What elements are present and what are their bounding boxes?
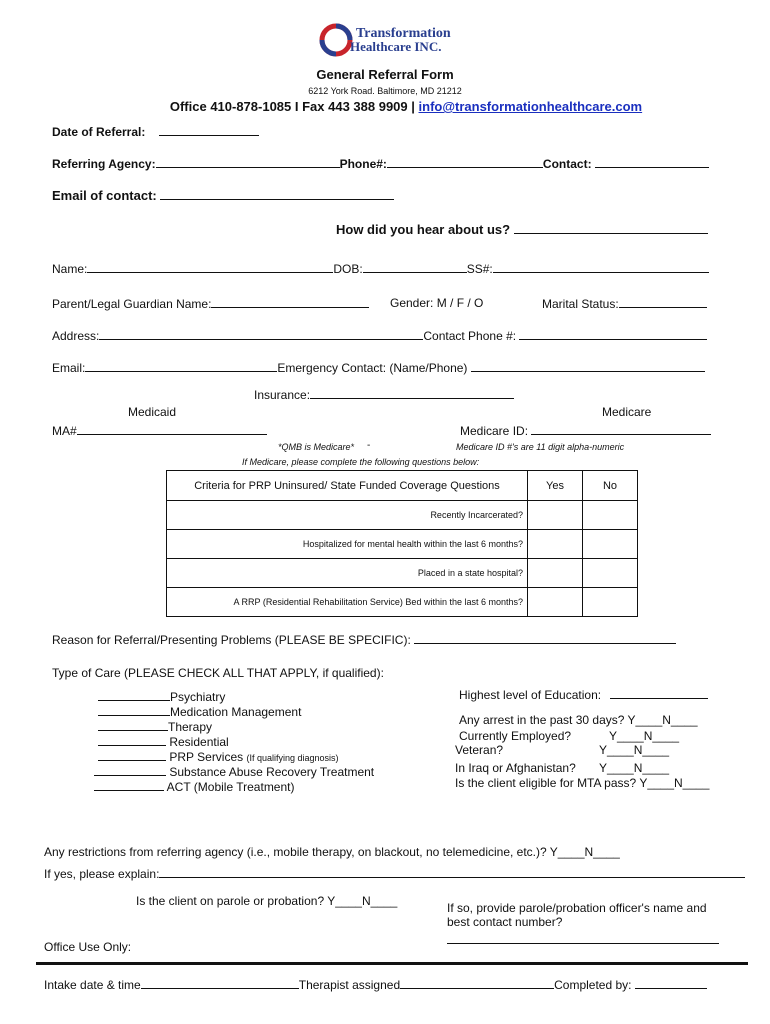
employed-yn[interactable]: Y____N____ (609, 729, 680, 743)
table-row (167, 530, 638, 559)
referring-agency-row (52, 156, 709, 171)
name-row (52, 261, 709, 276)
criteria-header-row (167, 471, 638, 501)
mta-question[interactable]: Is the client eligible for MTA pass? Y____N____ (455, 776, 710, 790)
email-field[interactable] (85, 360, 277, 372)
logo-line1: Transformation (356, 26, 451, 41)
phone-label: Phone#: (339, 157, 387, 171)
no-checkbox[interactable] (583, 530, 638, 559)
if-yes-field[interactable] (159, 866, 745, 878)
medicare-id-field[interactable] (531, 423, 711, 435)
therapist-field[interactable] (400, 977, 554, 989)
care-check-field[interactable] (98, 719, 168, 731)
care-check-field[interactable] (98, 749, 166, 761)
date-of-referral-field[interactable] (159, 124, 259, 136)
email-label: Email: (52, 361, 86, 375)
ma-label: MA# (52, 424, 77, 438)
no-header: No (583, 471, 638, 501)
reason-label: Reason for Referral/Presenting Problems (PLEASE BE SPECIFIC): (52, 633, 411, 647)
parole-officer-line1: If so, provide parole/probation officer's name and (447, 901, 707, 915)
email-row (52, 360, 705, 375)
yes-header: Yes (528, 471, 583, 501)
name-field[interactable] (87, 261, 333, 273)
parole-question[interactable]: Is the client on parole or probation? Y____N____ (136, 894, 398, 908)
gender-label[interactable]: Gender: M / F / O (390, 296, 484, 310)
care-item-substance (94, 764, 374, 779)
medicare-label: Medicare (602, 405, 652, 419)
name-label: Name: (52, 262, 88, 276)
contact-phone-label: Contact Phone #: (423, 329, 517, 343)
criteria-header: Criteria for PRP Uninsured/ State Funded Coverage Questions (167, 471, 528, 501)
completed-label: Completed by: (554, 978, 632, 992)
referring-agency-label: Referring Agency: (52, 157, 156, 171)
emergency-label: Emergency Contact: (Name/Phone) (277, 361, 468, 375)
employed-label: Currently Employed? (459, 729, 572, 743)
how-heard-field[interactable] (514, 222, 708, 234)
education-field[interactable] (610, 687, 708, 699)
ss-field[interactable] (493, 261, 709, 273)
qmb-dash: - (367, 440, 371, 451)
dob-label: DOB: (333, 262, 363, 276)
office-fax: Office 410-878-1085 I Fax 443 388 9909 | (169, 99, 419, 114)
guardian-row (52, 296, 369, 311)
medicare-id-note: Medicare ID #'s are 11 digit alpha-numeric (456, 442, 625, 452)
how-heard-label: How did you hear about us? (336, 222, 511, 237)
yes-checkbox[interactable] (528, 530, 583, 559)
guardian-field[interactable] (211, 296, 369, 308)
care-check-field[interactable] (98, 734, 166, 746)
email-of-contact-row (52, 188, 394, 203)
qmb-note: *QMB is Medicare* (278, 442, 355, 452)
no-checkbox[interactable] (583, 501, 638, 530)
care-item-label: Residential (169, 735, 229, 749)
no-checkbox[interactable] (583, 559, 638, 588)
address-label: Address: (52, 329, 100, 343)
address-field[interactable] (99, 328, 423, 340)
type-of-care-title: Type of Care (PLEASE CHECK ALL THAT APPLY, if qualified): (52, 666, 384, 680)
table-row (167, 559, 638, 588)
logo-line2: Healthcare INC. (350, 39, 442, 54)
header-address: 6212 York Road. Baltimore, MD 21212 (308, 86, 462, 96)
care-item-therapy (98, 719, 212, 734)
care-item-label: ACT (Mobile Treatment) (166, 780, 295, 794)
care-item-psychiatry (98, 689, 225, 704)
care-item-label: PRP Services (169, 750, 244, 764)
iraq-yn[interactable]: Y____N____ (599, 761, 670, 775)
referring-agency-field[interactable] (156, 156, 340, 168)
reason-field[interactable] (414, 632, 676, 644)
medicare-id-row (460, 423, 711, 438)
criteria-question: Recently Incarcerated? (167, 501, 528, 530)
care-item-label: Therapy (168, 720, 213, 734)
parole-officer-field[interactable] (447, 932, 719, 947)
ma-row (52, 423, 267, 438)
care-check-field[interactable] (98, 689, 170, 701)
contact-phone-field[interactable] (519, 328, 707, 340)
address-row (52, 328, 707, 343)
completed-field[interactable] (635, 977, 707, 989)
yes-checkbox[interactable] (528, 559, 583, 588)
yes-checkbox[interactable] (528, 588, 583, 617)
if-yes-row (44, 866, 745, 881)
care-item-medication (98, 704, 301, 719)
therapist-label: Therapist assigned (298, 978, 401, 992)
email-link[interactable]: info@transformationhealthcare.com (418, 99, 643, 114)
table-row (167, 501, 638, 530)
how-heard-row (336, 222, 708, 237)
care-item-residential (98, 734, 229, 749)
contact-field[interactable] (595, 156, 709, 168)
marital-label: Marital Status: (542, 297, 619, 311)
form-title: General Referral Form (316, 67, 454, 82)
criteria-question: Hospitalized for mental health within the last 6 months? (167, 530, 528, 559)
email-of-contact-field[interactable] (160, 188, 394, 200)
footer-row (44, 977, 707, 992)
criteria-question: A RRP (Residential Rehabilitation Service) Bed within the last 6 months? (167, 588, 528, 617)
education-label: Highest level of Education: (459, 688, 602, 702)
arrest-question[interactable]: Any arrest in the past 30 days? Y____N____ (459, 713, 698, 727)
ma-field[interactable] (77, 423, 267, 435)
no-checkbox[interactable] (583, 588, 638, 617)
medicare-instructions: If Medicare, please complete the following questions below: (242, 457, 480, 467)
iraq-label: In Iraq or Afghanistan? (455, 761, 576, 775)
care-item-label: Substance Abuse Recovery Treatment (169, 765, 375, 779)
medicare-id-label: Medicare ID: (460, 424, 529, 438)
insurance-field[interactable] (310, 387, 514, 399)
care-item-label: Medication Management (170, 705, 302, 719)
criteria-table (166, 470, 638, 617)
intake-label: Intake date & time (44, 978, 141, 992)
reason-row (52, 632, 676, 647)
prp-note: (If qualifying diagnosis) (246, 753, 339, 763)
care-check-field[interactable] (94, 779, 164, 791)
date-of-referral-label: Date of Referral: (52, 125, 146, 139)
marital-field[interactable] (619, 296, 707, 308)
company-logo (318, 20, 458, 60)
emergency-field[interactable] (471, 360, 705, 372)
phone-field[interactable] (387, 156, 543, 168)
medicaid-label: Medicaid (128, 405, 177, 419)
care-item-act (94, 779, 295, 794)
care-item-label: Psychiatry (170, 690, 226, 704)
restrictions-question[interactable]: Any restrictions from referring agency (i.e., mobile therapy, on blackout, no telemedicine, etc.)? Y____N____ (44, 845, 620, 859)
date-of-referral-row (52, 124, 259, 139)
care-check-field[interactable] (94, 764, 166, 776)
criteria-question: Placed in a state hospital? (167, 559, 528, 588)
if-yes-label: If yes, please explain: (44, 867, 160, 881)
section-divider (36, 962, 748, 965)
email-of-contact-label: Email of contact: (52, 188, 157, 203)
office-use-label: Office Use Only: (44, 940, 132, 954)
care-item-prp (98, 749, 339, 764)
header-contact-line (0, 99, 770, 114)
care-check-field[interactable] (98, 704, 170, 716)
parole-officer-line2: best contact number? (447, 915, 563, 929)
veteran-yn[interactable]: Y____N____ (599, 743, 670, 757)
yes-checkbox[interactable] (528, 501, 583, 530)
dob-field[interactable] (363, 261, 467, 273)
guardian-label: Parent/Legal Guardian Name: (52, 297, 212, 311)
insurance-row (254, 387, 514, 402)
veteran-label: Veteran? (455, 743, 504, 757)
insurance-label: Insurance: (254, 388, 311, 402)
education-row (459, 687, 708, 702)
ss-label: SS#: (466, 262, 493, 276)
marital-row (542, 296, 707, 311)
contact-label: Contact: (542, 157, 592, 171)
intake-field[interactable] (141, 977, 299, 989)
table-row (167, 588, 638, 617)
